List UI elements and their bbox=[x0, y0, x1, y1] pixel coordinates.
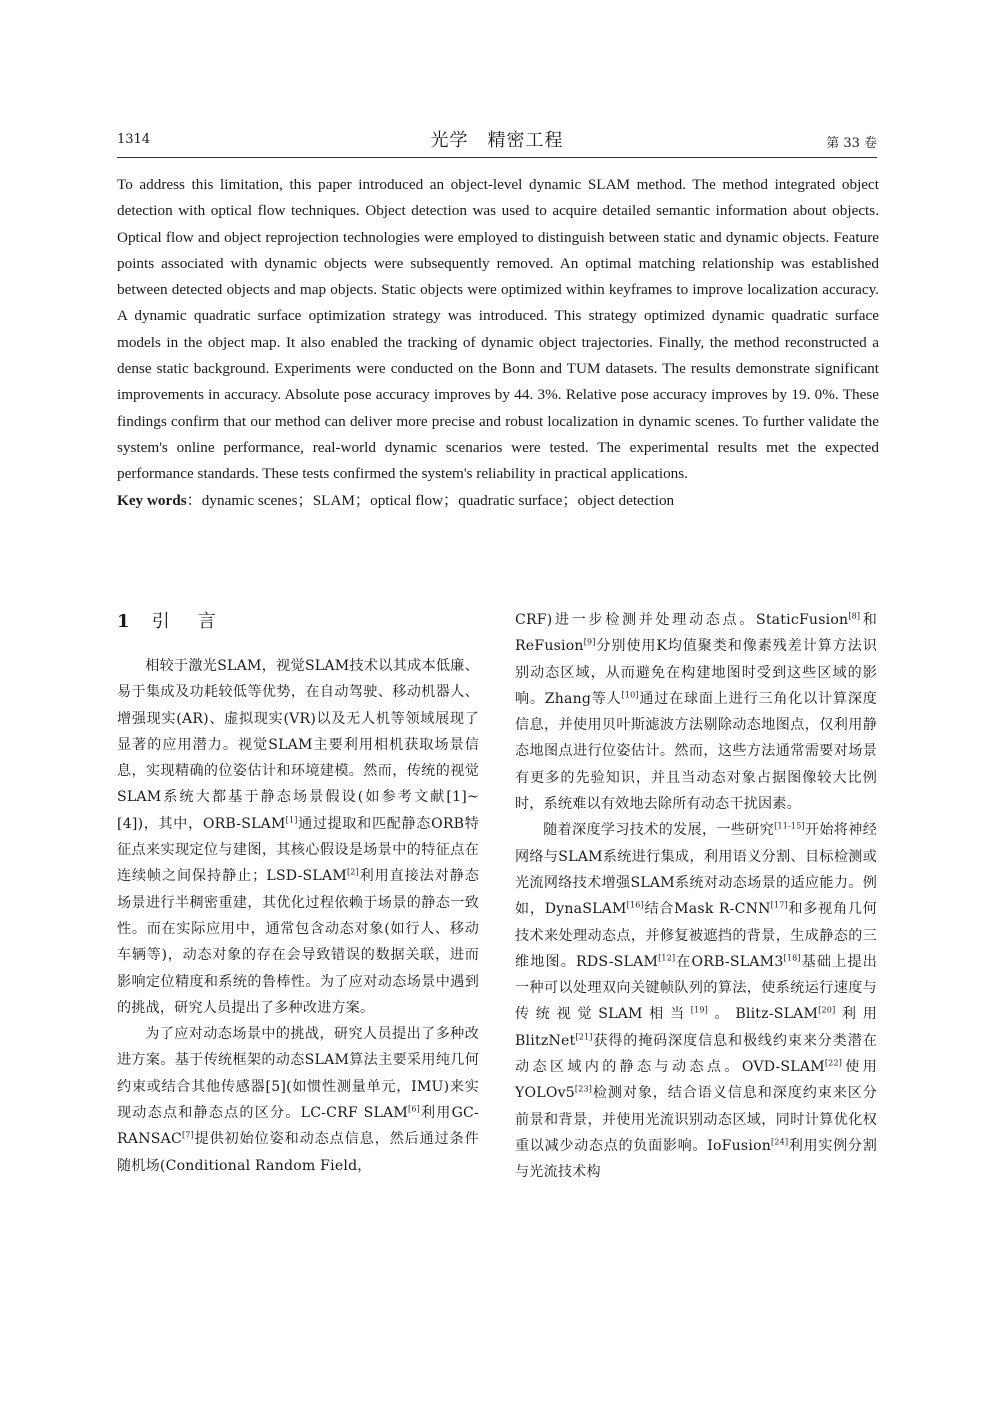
running-header bbox=[117, 124, 877, 154]
citation: [10] bbox=[621, 690, 639, 700]
page-number: 1314 bbox=[117, 132, 151, 147]
keywords-label: Key words bbox=[117, 491, 187, 509]
paragraph: 为了应对动态场景中的挑战，研究人员提出了多种改进方案。基于传统框架的动态SLAM算法主要采用纯几何约束或结合其他传感器[5](如惯性测量单元，IMU)来实现动态点和静态点的区分。LC-CRF SLAM[6]利用GC-RANSAC[7]提供初始位姿和动态点信息，然后通过条件随机场(Conditional Random Field， bbox=[117, 1026, 480, 1174]
citation: [16] bbox=[626, 900, 644, 910]
citation: [7] bbox=[181, 1130, 194, 1140]
citation: [22] bbox=[824, 1058, 843, 1068]
citation: [19] bbox=[690, 1005, 708, 1015]
abstract bbox=[117, 172, 879, 514]
citation: [2] bbox=[346, 867, 359, 877]
left-column bbox=[117, 605, 479, 1179]
citation: [17] bbox=[770, 900, 788, 910]
abstract-text: To address this limitation, this paper introduced an object-level dynamic SLAM method. The method integrated object detection with optical flow techniques. Object detection was used to acquire detailed semantic information about objects. Optical flow and object reprojection technologies were employed to distinguish between static and dynamic objects. Feature points associated with dynamic objects were subsequently removed. An optimal matching relationship was established between detected objects and map objects. Static objects were optimized within keyframes to improve localization accuracy. A dynamic quadratic surface optimization strategy was introduced. This strategy optimized dynamic quadratic surface models in the object map. It also enabled the tracking of dynamic object trajectories. Finally, the method reconstructed a dense static background. Experiments were conducted on the Bonn and TUM datasets. The results demonstrate significant improvements in accuracy. Absolute pose accuracy improves by 44. 3%. Relative pose accuracy improves by 19. 0%. These findings confirm that our method can deliver more precise and robust localization in dynamic scenes. To further validate the system's online performance, real-world dynamic scenarios were tested. The experimental results met the expected performance standards. These tests confirmed the system's reliability in practical applications. bbox=[117, 176, 879, 483]
keywords-list: ：dynamic scenes；SLAM；optical flow；quadratic surface；object detection bbox=[186, 491, 675, 509]
volume-label: 第 33 卷 bbox=[826, 136, 877, 151]
paragraph: 相较于激光SLAM，视觉SLAM技术以其成本低廉、易于集成及功耗较低等优势，在自动驾驶、移动机器人、增强现实(AR)、虚拟现实(VR)以及无人机等领域展现了显著的应用潜力。视觉SLAM主要利用相机获取场景信息，实现精确的位姿估计和环境建模。然而，传统的视觉SLAM系统大都基于静态场景假设(如参考文献[1]~[4])，其中，ORB-SLAM[1]通过提取和匹配静态ORB特征点来实现定位与建图，其核心假设是场景中的特征点在连续帧之间保持静止；LSD-SLAM[2]利用直接法对静态场景进行半稠密重建，其优化过程依赖于场景的静态一致性。而在实际应用中，通常包含动态对象(如行人、移动车辆等)，动态对象的存在会导致错误的数据关联，进而影响定位精度和系统的鲁棒性。为了应对动态场景中遇到的挑战，研究人员提出了多种改进方案。 bbox=[117, 658, 479, 1016]
right-column bbox=[515, 607, 877, 1186]
paragraph: 随着深度学习技术的发展，一些研究[11-15]开始将神经网络与SLAM系统进行集成，利用语义分割、目标检测或光流网络技术增强SLAM系统对动态场景的适应能力。例如，DynaSLAM[16]结合Mask R-CNN[17]和多视角几何技术来处理动态点，并修复被遮挡的背景，生成静态的三维地图。RDS-SLAM[12]在ORB-SLAM3[18]基础上提出一种可以处理双向关键帧队列的算法，使系统运行速度与传统视觉SLAM相当[19]。Blitz-SLAM[20]利用BlitzNet[21]获得的掩码深度信息和极线约束来分类潜在动态区域内的静态与动态点。OVD-SLAM[22]使用YOLOv5[23]检测对象，结合语义信息和深度约束来区分前景和背景，并使用光流识别动态区域，同时计算优化权重以减少动态点的负面影响。IoFusion[24]利用实例分割与光流技术构 bbox=[515, 821, 878, 1181]
paragraph: CRF)进一步检测并处理动态点。StaticFusion[8]和ReFusion[9]分别使用K均值聚类和像素残差计算方法识别动态区域，从而避免在构建地图时受到这些区域的影响。Zhang等人[10]通过在球面上进行三角化以计算深度信息，并使用贝叶斯滤波方法剔除动态地图点，仅利用静态地图点进行位姿估计。然而，这些方法通常需要对场景有更多的先验知识，并且当动态对象占据图像较大比例时，系统难以有效地去除所有动态干扰因素。 bbox=[515, 611, 878, 813]
citation: [24] bbox=[771, 1137, 789, 1147]
citation: [12] bbox=[658, 953, 676, 963]
citation: [18] bbox=[783, 953, 801, 963]
citation: [23] bbox=[574, 1084, 593, 1094]
header-rule bbox=[117, 157, 877, 158]
citation: [8] bbox=[848, 611, 861, 621]
citation: [21] bbox=[575, 1032, 593, 1042]
section-heading bbox=[117, 605, 479, 645]
citation: [6] bbox=[408, 1104, 420, 1114]
citation: [11-15] bbox=[774, 821, 805, 831]
section-title: 引言 bbox=[151, 611, 244, 632]
citation: [1] bbox=[285, 815, 298, 825]
section-number: 1 bbox=[117, 611, 130, 632]
citation: [9] bbox=[583, 637, 596, 647]
keywords bbox=[117, 488, 879, 514]
journal-title: 光学 精密工程 bbox=[430, 130, 564, 151]
citation: [20] bbox=[818, 1005, 836, 1015]
